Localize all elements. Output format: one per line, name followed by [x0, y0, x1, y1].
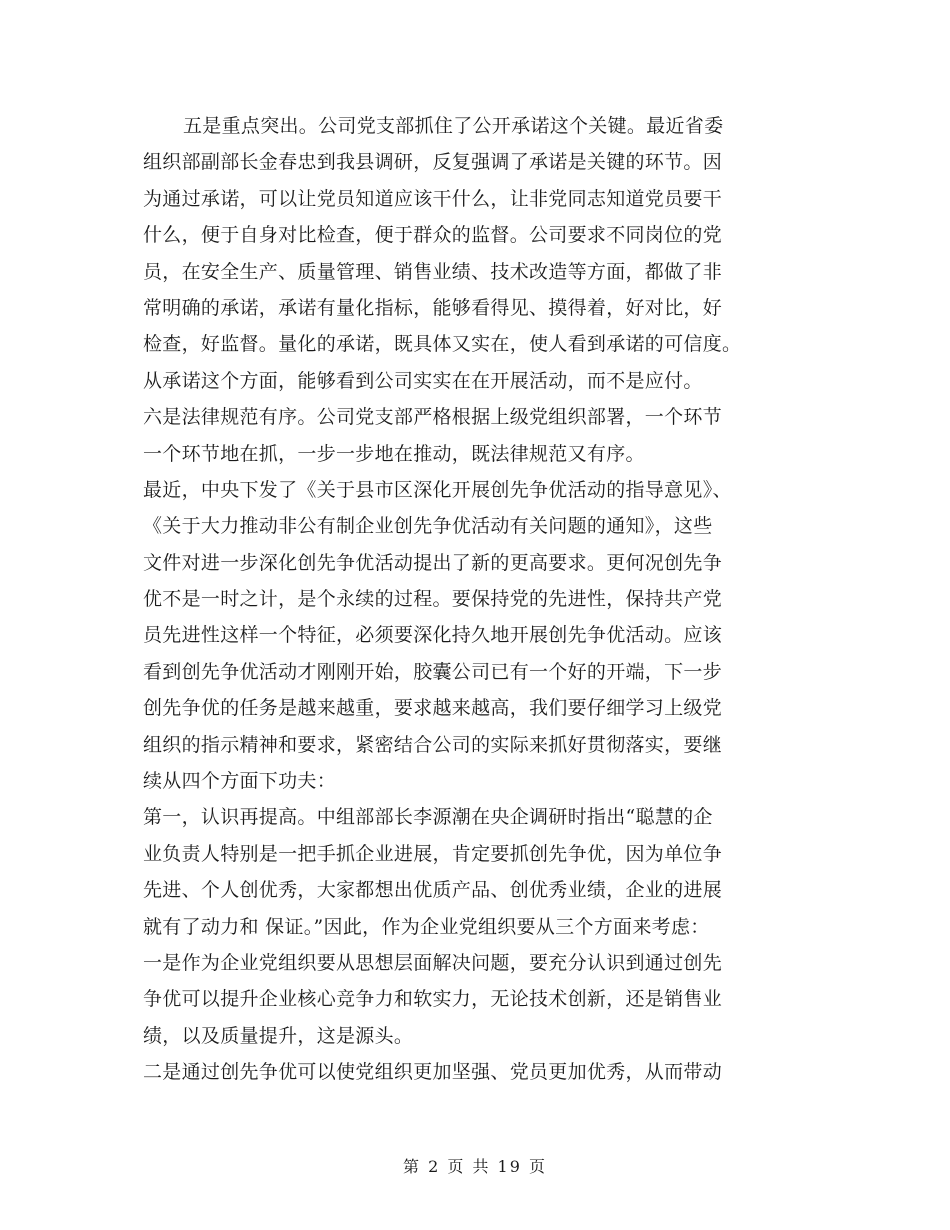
text-line: 绩，以及质量提升，这是源头。 — [143, 1024, 414, 1047]
text-line: 就有了动力和 保证。”因此，作为企业党组织要从三个方面来考虑： — [143, 915, 710, 938]
text-line: 组织的指示精神和要求，紧密结合公司的实际来抓好贯彻落实，要继 — [143, 733, 723, 756]
text-line: 续从四个方面下功夫： — [143, 770, 337, 793]
text-line: 文件对进一步深化创先争优活动提出了新的更高要求。更何况创先争 — [143, 551, 723, 574]
text-line: 员先进性这样一个特征，必须要深化持久地开展创先争优活动。应该 — [143, 624, 723, 647]
text-line: 五是重点突出。公司党支部抓住了公开承诺这个关键。最近省委 — [183, 115, 724, 137]
text-line: 业负责人特别是一把手抓企业进展，肯定要抓创先争优，因为单位争 — [143, 842, 723, 865]
text-line: 一是作为企业党组织要从思想层面解决问题，要充分认识到通过创先 — [143, 951, 723, 974]
text-line: 第一，认识再提高。中组部部长李源潮在央企调研时指出“聪慧的企 — [143, 806, 713, 829]
text-line: 争优可以提升企业核心竞争力和软实力，无论技术创新，还是销售业 — [143, 988, 723, 1011]
document-body — [143, 108, 803, 1091]
text-line: 常明确的承诺，承诺有量化指标，能够看得见、摸得着，好对比，好 — [143, 296, 723, 319]
text-line: 一个环节地在抓，一步一步地在推动，既法律规范又有序。 — [143, 442, 645, 465]
text-line: 六是法律规范有序。公司党支部严格根据上级党组织部署，一个环节 — [143, 406, 723, 429]
page-footer — [0, 1154, 950, 1177]
text-line: 为通过承诺，可以让党员知道应该干什么，让非党同志知道党员要干 — [143, 187, 723, 210]
text-line: 什么，便于自身对比检查，便于群众的监督。公司要求不同岗位的党 — [143, 224, 723, 247]
text-line: 优不是一时之计，是个永续的过程。要保持党的先进性，保持共产党 — [143, 588, 723, 611]
text-line: 组织部副部长金春忠到我县调研，反复强调了承诺是关键的环节。因 — [143, 151, 723, 174]
text-line: 创先争优的任务是越来越重，要求越来越高，我们要仔细学习上级党 — [143, 697, 723, 720]
text-line: 看到创先争优活动才刚刚开始，胶囊公司已有一个好的开端，下一步 — [143, 660, 723, 683]
text-line: 员，在安全生产、质量管理、销售业绩、技术改造等方面，都做了非 — [143, 260, 723, 283]
text-line: 从承诺这个方面，能够看到公司实实在在开展活动，而不是应付。 — [143, 369, 703, 392]
page-number: 第 2 页 共 19 页 — [403, 1157, 547, 1176]
text-line: 检查，好监督。量化的承诺，既具体又实在，使人看到承诺的可信度。 — [143, 333, 742, 356]
text-line: 二是通过创先争优可以使党组织更加坚强、党员更加优秀，从而带动 — [143, 1061, 723, 1084]
text-line: 最近，中央下发了《关于县市区深化开展创先争优活动的指导意见》、 — [143, 478, 732, 501]
text-line: 先进、个人创优秀，大家都想出优质产品、创优秀业绩，企业的进展 — [143, 879, 723, 902]
text-line: 《关于大力推动非公有制企业创先争优活动有关问题的通知》，这些 — [143, 515, 713, 538]
